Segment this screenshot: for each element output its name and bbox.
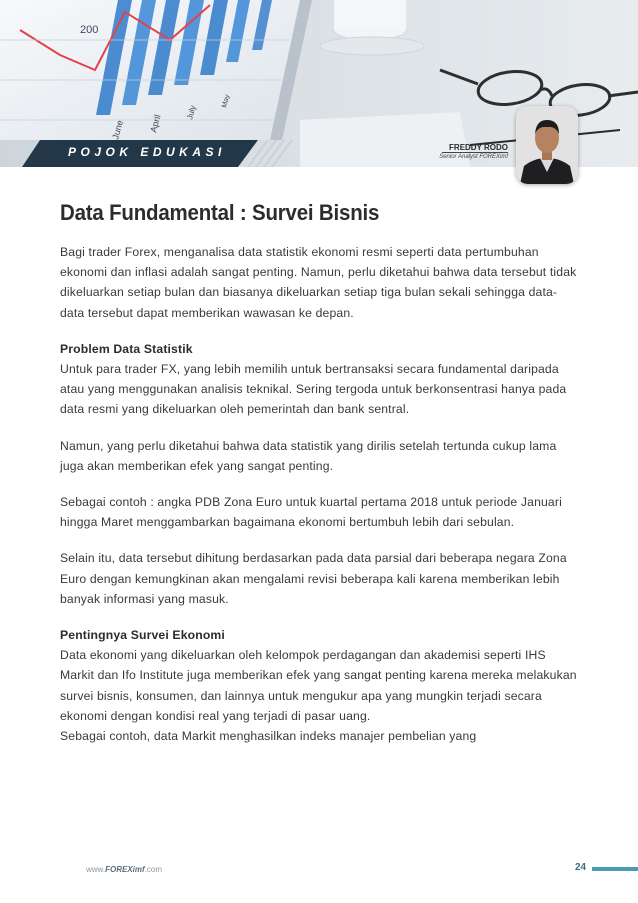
footer-accent-bar bbox=[592, 867, 638, 871]
page-number: 24 bbox=[575, 862, 587, 873]
paragraph: Untuk para trader FX, yang lebih memilih untuk bertransaksi secara fundamental daripada atau yang menggunakan analisis teknikal. Sering tergoda untuk berkonsentrasi hanya pada data resmi yang dikeluarkan oleh pemerintah dan bank sentral. bbox=[60, 362, 567, 417]
section-heading-survey: Pentingnya Survei Ekonomi bbox=[60, 628, 225, 643]
footer-url-brand: FOREXimf bbox=[105, 865, 145, 874]
footer-website[interactable] bbox=[86, 865, 162, 874]
author-divider bbox=[442, 152, 508, 153]
author-role: Senior Analyst FOREXimf bbox=[439, 154, 508, 160]
paragraph: Namun, yang perlu diketahui bahwa data statistik yang dirilis setelah tertunda cukup lama juga akan memberikan efek yang sangat penting. bbox=[60, 438, 557, 473]
footer-url-prefix: www. bbox=[86, 865, 106, 874]
footer-url-suffix: .com bbox=[144, 865, 163, 874]
section-title: POJOK EDUKASI bbox=[68, 145, 226, 159]
paragraph: Data ekonomi yang dikeluarkan oleh kelompok perdagangan dan akademisi seperti IHS Markit dan Ifo Institute juga memberikan efek yang sangat penting karena mereka melakukan survei bisnis, konsumen, dan lainnya untuk mengukur apa yang mungkin terjadi secara ekonomi dengan kondisi real yang terjadi di pasar uang. bbox=[60, 648, 577, 723]
article-body bbox=[60, 242, 580, 746]
author-portrait bbox=[516, 106, 578, 184]
author-avatar bbox=[516, 106, 578, 184]
section-heading-problem: Problem Data Statistik bbox=[60, 341, 193, 356]
paragraph: Sebagai contoh, data Markit menghasilkan indeks manajer pembelian yang bbox=[60, 729, 477, 744]
chart-label-june: June bbox=[110, 119, 125, 141]
chart-label-may: May bbox=[221, 93, 232, 109]
chart-label-july: July bbox=[185, 104, 198, 121]
paragraph: Sebagai contoh : angka PDB Zona Euro untuk kuartal pertama 2018 untuk periode Januari hingga Maret menggambarkan bagaimana ekonomi bertumbuh lebih dari sebulan. bbox=[60, 495, 562, 530]
paragraph: Selain itu, data tersebut dihitung berdasarkan pada data parsial dari beberapa negara Zona Euro dengan kemungkinan akan mengalami revisi beberapa kali karena memberikan lebih banyak informasi yang masuk. bbox=[60, 551, 567, 606]
intro-paragraph: Bagi trader Forex, menganalisa data statistik ekonomi resmi seperti data pertumbuhan ekonomi dan inflasi adalah sangat penting. Namun, perlu diketahui bahwa data tersebut tidak dikeluarkan setiap bulan dan biasanya dikeluarkan setiap tiga bulan sekali sehingga data-data tersebut dapat memberikan wawasan ke depan. bbox=[60, 245, 577, 320]
article-title: Data Fundamental : Survei Bisnis bbox=[60, 200, 380, 225]
author-name: FREDDY RODO bbox=[449, 143, 508, 152]
article bbox=[60, 200, 580, 746]
chart-label-april: April bbox=[148, 113, 163, 134]
chart-label-200: 200 bbox=[80, 24, 99, 36]
